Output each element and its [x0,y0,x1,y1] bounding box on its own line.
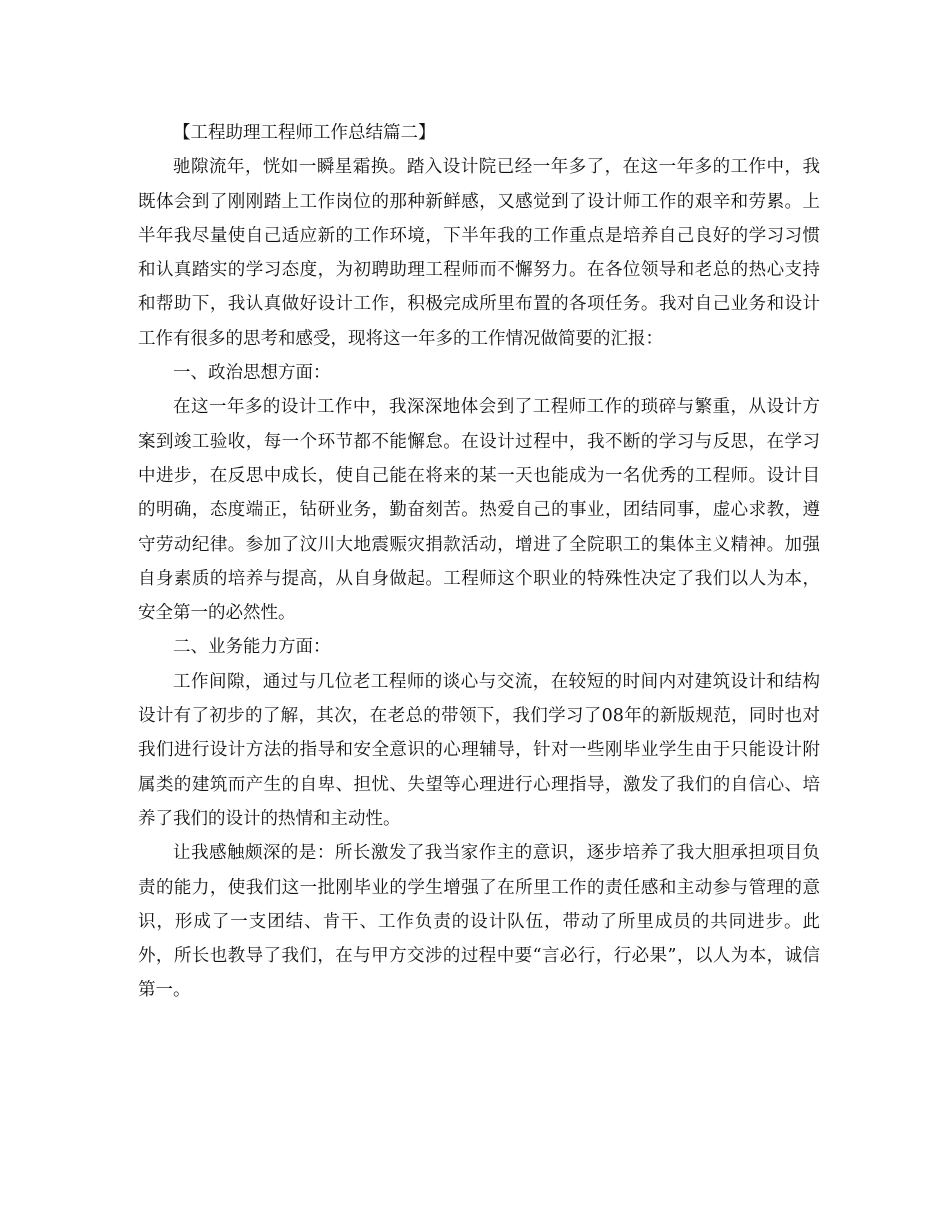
section-heading-business: 二、业务能力方面： [173,637,331,658]
intro-paragraph: 驰隙流年，恍如一瞬星霜换。踏入设计院已经一年多了，在这一年多的工作中，我既体会到了刚刚踏上工作岗位的那种新鲜感，又感觉到了设计师工作的艰辛和劳累。上半年我尽量使自己适应新的工作环境，下半年我的工作重点是培养自己良好的学习习惯和认真踏实的学习态度，为初聘助理工程师而不懈努力。在各位领导和老总的热心支持和帮助下，我认真做好设计工作，积极完成所里布置的各项任务。我对自己业务和设计工作有很多的思考和感受，现将这一年多的工作情况做简要的汇报： [138,157,820,349]
business-paragraph: 工作间隙，通过与几位老工程师的谈心与交流，在较短的时间内对建筑设计和结构设计有了初步的了解，其次，在老总的带领下，我们学习了08年的新版规范，同时也对我们进行设计方法的指导和安全意识的心理辅导，针对一些刚毕业学生由于只能设计附属类的建筑而产生的自卑、担忧、失望等心理进行心理指导，激发了我们的自信心、培养了我们的设计的热情和主动性。 [138,671,820,829]
political-paragraph: 在这一年多的设计工作中，我深深地体会到了工程师工作的琐碎与繁重，从设计方案到竣工验收，每一个环节都不能懈怠。在设计过程中，我不断的学习与反思，在学习中进步，在反思中成长，使自己能在将来的某一天也能成为一名优秀的工程师。设计目的明确，态度端正，钻研业务，勤奋刻苦。热爱自己的事业，团结同事，虚心求教，遵守劳动纪律。参加了汶川大地震赈灾捐款活动，增进了全院职工的集体主义精神。加强自身素质的培养与提高，从自身做起。工程师这个职业的特殊性决定了我们以人为本，安全第一的必然性。 [138,397,820,624]
document-title: 【工程助理工程师工作总结篇二】 [173,123,436,143]
document-body [138,116,820,1008]
reflection-paragraph: 让我感触颇深的是：所长激发了我当家作主的意识，逐步培养了我大胆承担项目负责的能力，使我们这一批刚毕业的学生增强了在所里工作的责任感和主动参与管理的意识，形成了一支团结、肯干、工作负责的设计队伍，带动了所里成员的共同进步。此外，所长也教导了我们，在与甲方交涉的过程中要“言必行，行必果”，以人为本，诚信第一。 [138,843,820,1001]
section-heading-political: 一、政治思想方面： [173,363,331,384]
